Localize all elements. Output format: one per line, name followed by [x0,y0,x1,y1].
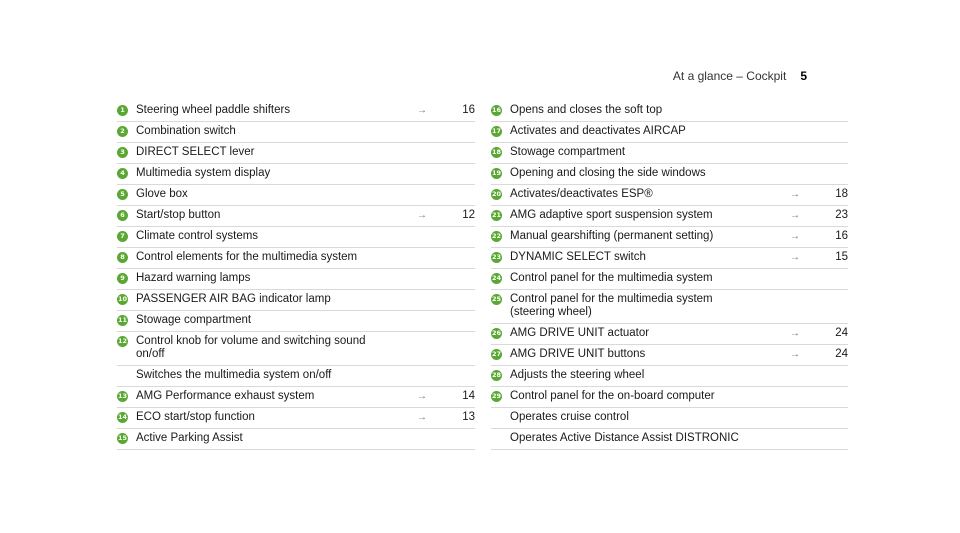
item-number-badge: 25 [491,295,502,303]
arrow-right-icon: → [790,210,800,221]
list-item [117,185,475,206]
item-label: Opening and closing the side windows [510,167,706,179]
list-item [491,366,848,387]
item-number-badge: 12 [117,337,128,345]
item-label: DIRECT SELECT lever [136,146,255,158]
list-item [491,324,848,345]
list-item [117,408,475,429]
item-number-badge: 20 [491,190,502,198]
list-item [117,269,475,290]
item-label: DYNAMIC SELECT switch [510,251,646,263]
item-label: Control panel for the multimedia system [510,272,713,284]
item-number-badge: 14 [117,413,128,421]
item-number-badge: 10 [117,295,128,303]
item-label: Activates and deactivates AIRCAP [510,125,686,137]
item-number-badge: 11 [117,316,128,324]
page-reference[interactable]: 15 [835,251,848,263]
item-label: ECO start/stop function [136,411,255,423]
arrow-right-icon: → [417,105,427,116]
page-reference[interactable]: 23 [835,209,848,221]
left-item-list [117,101,475,450]
arrow-right-icon: → [417,412,427,423]
item-label: Control elements for the multimedia system [136,251,358,263]
list-item [117,206,475,227]
item-label: Adjusts the steering wheel [510,369,645,381]
item-number-badge: 24 [491,274,502,282]
item-number-badge: 18 [491,148,502,156]
list-item [117,248,475,269]
list-item [491,227,848,248]
item-label: Climate control systems [136,230,259,242]
item-number-badge: 6 [117,210,128,221]
item-label: Combination switch [136,125,236,137]
list-item [117,164,475,185]
list-item [117,311,475,332]
item-number-badge: 17 [491,127,502,135]
page-reference[interactable]: 24 [835,348,848,360]
item-number-badge: 1 [117,105,128,116]
item-label: AMG Performance exhaust system [136,390,315,402]
list-item [491,345,848,366]
item-number-badge: 2 [117,126,128,137]
page-reference[interactable]: 16 [835,230,848,242]
item-number-badge: 19 [491,169,502,177]
page-reference[interactable]: 16 [462,104,475,116]
list-item [491,164,848,185]
list-item [117,101,475,122]
section-title: At a glance – Cockpit [672,69,787,83]
item-number-badge: 4 [117,168,128,179]
item-number-badge: 23 [491,253,502,261]
item-label: Control knob for volume and switching sound on/off [136,335,366,360]
item-label: Hazard warning lamps [136,272,251,284]
list-item [117,122,475,143]
item-number-badge: 27 [491,350,502,358]
arrow-right-icon: → [790,349,800,360]
item-number-badge: 26 [491,329,502,337]
item-label: Manual gearshifting (permanent setting) [510,230,714,242]
arrow-right-icon: → [417,210,427,221]
page-reference[interactable]: 24 [835,327,848,339]
page-reference[interactable]: 14 [462,390,475,402]
list-item [491,248,848,269]
page-reference[interactable]: 13 [462,411,475,423]
arrow-right-icon: → [790,231,800,242]
item-number-badge [491,433,502,444]
item-number-badge: 16 [491,106,502,114]
item-number-badge: 28 [491,371,502,379]
list-item [117,387,475,408]
right-item-list [491,101,848,450]
arrow-right-icon: → [790,328,800,339]
item-label: Switches the multimedia system on/off [136,369,332,381]
arrow-right-icon: → [790,252,800,263]
arrow-right-icon: → [790,189,800,200]
list-item [491,122,848,143]
list-item [117,332,475,366]
item-label: Steering wheel paddle shifters [136,104,291,116]
page-reference[interactable]: 12 [462,209,475,221]
item-number-badge [491,412,502,423]
item-label: Multimedia system display [136,167,271,179]
page-header [673,69,807,83]
item-label: Operates cruise control [510,411,629,423]
item-label: Control panel for the multimedia system (steering wheel) [510,293,713,318]
item-number-badge: 5 [117,189,128,200]
item-number-badge: 9 [117,273,128,284]
item-number-badge: 15 [117,434,128,442]
list-item [491,290,848,324]
item-number-badge: 8 [117,252,128,263]
item-label: Control panel for the on-board computer [510,390,715,402]
item-label: AMG DRIVE UNIT actuator [510,327,650,339]
list-item [491,269,848,290]
list-item [491,143,848,164]
list-item [117,143,475,164]
item-number-badge: 22 [491,232,502,240]
item-number-badge: 29 [491,392,502,400]
item-number-badge [117,370,128,381]
item-label: Opens and closes the soft top [510,104,663,116]
list-item [117,290,475,311]
item-label: AMG DRIVE UNIT buttons [510,348,646,360]
list-item [491,408,848,429]
item-label: Glove box [136,188,188,200]
item-label: AMG adaptive sport suspension system [510,209,713,221]
list-item [491,101,848,122]
page-reference[interactable]: 18 [835,188,848,200]
item-label: Active Parking Assist [136,432,243,444]
list-item [117,429,475,450]
item-label: Stowage compartment [510,146,626,158]
item-number-badge: 3 [117,147,128,158]
item-label: Start/stop button [136,209,221,221]
arrow-right-icon: → [417,391,427,402]
list-item [491,429,848,450]
item-number-badge: 21 [491,211,502,219]
list-item [491,206,848,227]
item-label: Stowage compartment [136,314,252,326]
list-item [117,227,475,248]
list-item [491,387,848,408]
page-number: 5 [800,69,807,83]
item-label: Activates/deactivates ESP® [510,188,653,200]
list-item [117,366,475,387]
item-label: PASSENGER AIR BAG indicator lamp [136,293,331,305]
item-number-badge: 13 [117,392,128,400]
list-item [491,185,848,206]
item-label: Operates Active Distance Assist DISTRONIC [510,432,739,444]
item-number-badge: 7 [117,231,128,242]
